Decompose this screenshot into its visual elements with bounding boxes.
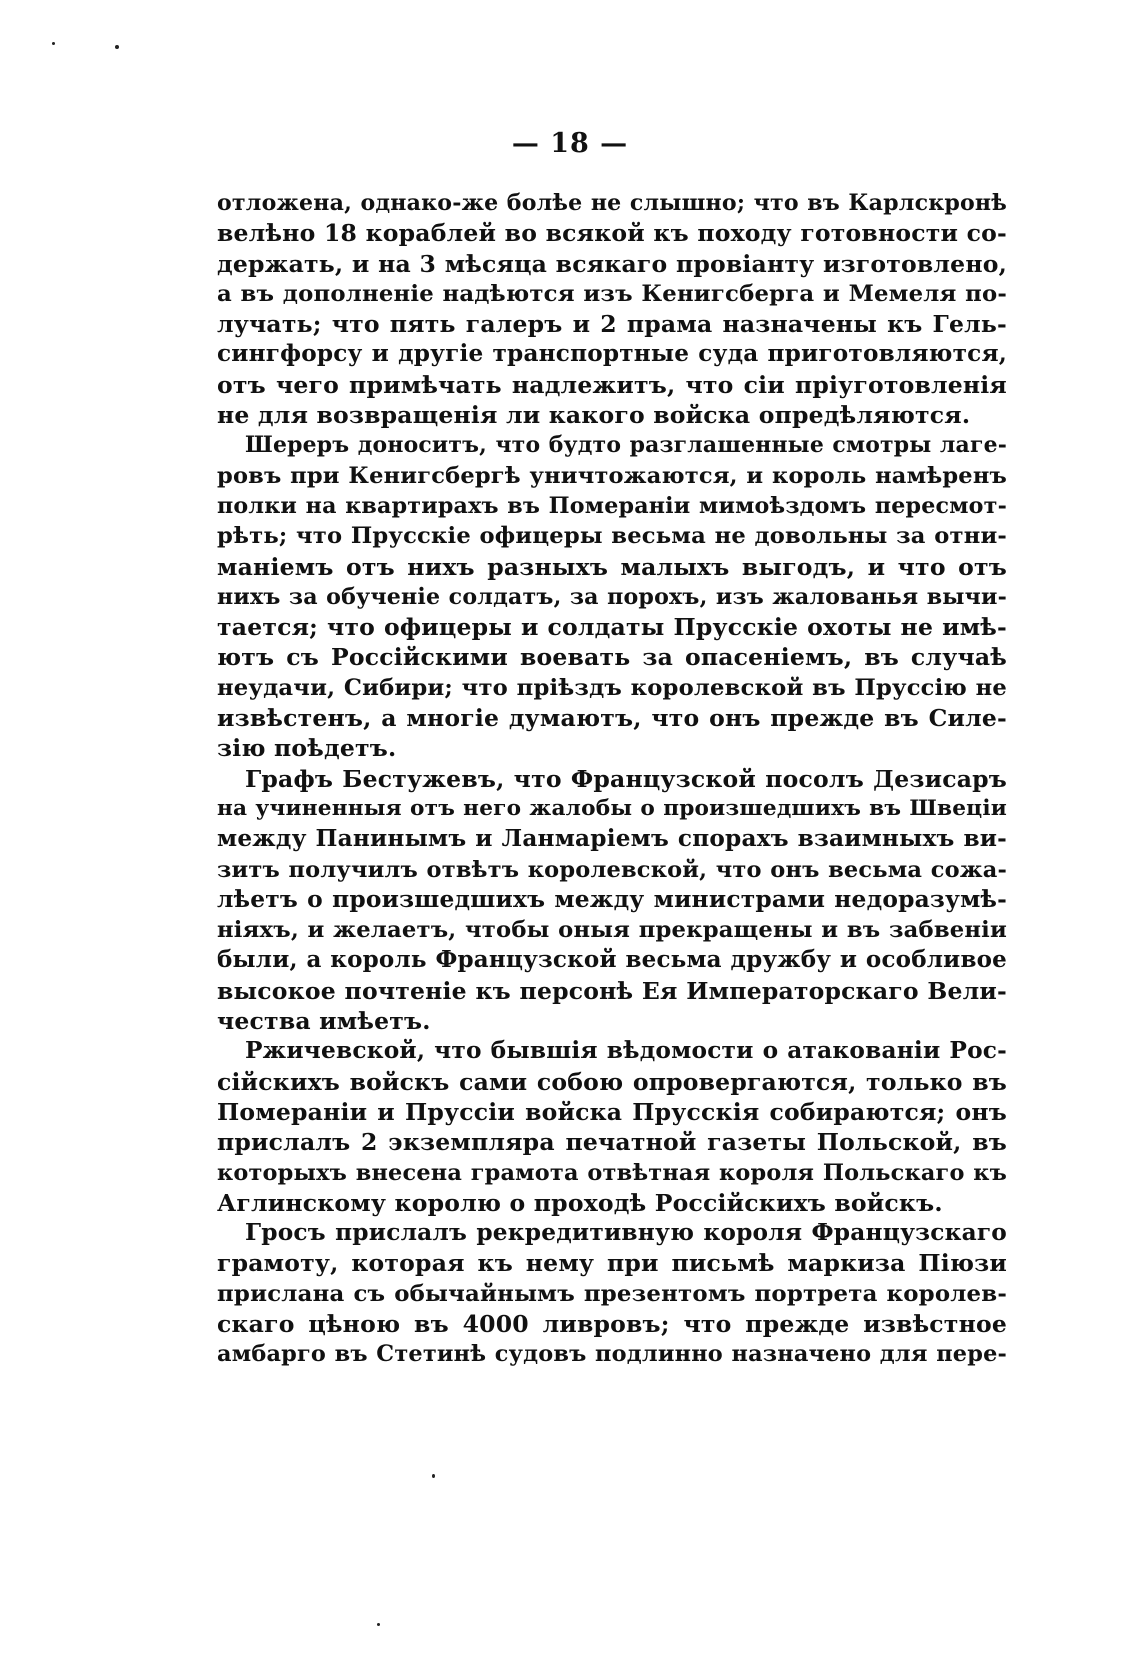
- page-number: — 18 —: [511, 128, 629, 159]
- text-line: тается; что офицеры и солдаты Прусскіе охоты не имѣ-: [217, 613, 1007, 642]
- text-line: которыхъ внесена грамота отвѣтная короля Польскаго къ: [217, 1159, 1007, 1186]
- text-line: извѣстенъ, а многіе думаютъ, что онъ прежде въ Силе-: [217, 704, 1007, 733]
- text-line: держать, и на 3 мѣсяца всякаго провіанту изготовлено,: [217, 249, 1007, 278]
- text-line: лучать; что пять галеръ и 2 прама назначены къ Гель-: [217, 310, 1007, 339]
- text-line: сійскихъ войскъ сами собою опровергаются, только въ: [217, 1067, 1007, 1096]
- text-line: Ржичевской, что бывшія вѣдомости о атакованіи Рос-: [245, 1037, 1007, 1065]
- body-text: [217, 188, 1007, 1370]
- text-line: грамоту, которая къ нему при письмѣ маркиза Піюзи: [217, 1249, 1007, 1278]
- text-line: скаго цѣною въ 4000 ливровъ; что прежде извѣстное: [217, 1309, 1007, 1338]
- text-line: отложена, однако-же болѣе не слышно; что въ Карлскронѣ: [217, 190, 1007, 216]
- text-line: ютъ съ Россійскими воевать за опасеніемъ, въ случаѣ: [217, 643, 1007, 672]
- text-line: Графъ Бестужевъ, что Французской посолъ Дезисаръ: [245, 764, 1007, 793]
- paragraph: [217, 188, 1007, 430]
- text-line: Шереръ доноситъ, что будто разглашенные смотры лаге-: [245, 432, 1007, 459]
- text-line: Аглинскому королю о проходѣ Россійскихъ войскъ.: [217, 1188, 943, 1217]
- text-line: сингфорсу и другіе транспортные суда приготовляются,: [217, 340, 1007, 368]
- text-line: высокое почтеніе къ персонѣ Ея Императорскаго Вели-: [217, 976, 1007, 1005]
- scan-speck: [377, 1623, 380, 1626]
- text-line: зитъ получилъ отвѣтъ королевской, что онъ весьма сожа-: [217, 856, 1007, 883]
- text-line: прислалъ 2 экземпляра печатной газеты Польской, въ: [217, 1128, 1007, 1157]
- text-line: зію поѣдетъ.: [217, 734, 397, 763]
- text-line: неудачи, Сибири; что пріѣздъ королевской въ Пруссію не: [217, 674, 1007, 701]
- text-line: на учиненныя отъ него жалобы о произшедшихъ въ Швеціи: [217, 795, 1007, 821]
- text-line: чества имѣетъ.: [217, 1007, 431, 1036]
- text-line: маніемъ отъ нихъ разныхъ малыхъ выгодъ, и что отъ: [217, 552, 1007, 581]
- text-line: Гросъ прислалъ рекредитивную короля Французскаго: [245, 1219, 1007, 1247]
- text-line: лѣетъ о произшедшихъ между министрами недоразумѣ-: [217, 885, 1007, 913]
- scan-speck: [52, 42, 55, 45]
- text-line: не для возвращенія ли какого войска опредѣляются.: [217, 401, 971, 430]
- scan-speck: [115, 45, 119, 49]
- paragraph: [217, 764, 1007, 1037]
- paragraph: [217, 1036, 1007, 1218]
- text-line: ровъ при Кенигсбергѣ уничтожаются, и король намѣренъ: [217, 462, 1007, 489]
- text-line: ніяхъ, и желаетъ, чтобы оныя прекращены и въ забвеніи: [217, 917, 1007, 944]
- text-line: нихъ за обученіе солдатъ, за порохъ, изъ жалованья вычи-: [217, 583, 1007, 610]
- text-line: полки на квартирахъ въ Помераніи мимоѣздомъ пересмот-: [217, 492, 1007, 519]
- text-line: отъ чего примѣчать надлежитъ, что сіи пріуготовленія: [217, 370, 1007, 399]
- text-line: рѣть; что Прусскіе офицеры весьма не довольны за отни-: [217, 523, 1007, 550]
- text-line: между Панинымъ и Ланмаріемъ спорахъ взаимныхъ ви-: [217, 825, 1007, 853]
- text-line: велѣно 18 кораблей во всякой къ походу готовности со-: [217, 219, 1007, 248]
- text-line: а въ дополненіе надѣются изъ Кенигсберга и Мемеля по-: [217, 280, 1007, 307]
- text-line: Помераніи и Пруссіи войска Прусскія собираются; онъ: [217, 1097, 1007, 1126]
- text-line: амбарго въ Стетинѣ судовъ подлинно назначено для пере-: [217, 1341, 1007, 1368]
- paragraph: [217, 1218, 1007, 1369]
- paragraph: [217, 430, 1007, 763]
- scan-speck: [432, 1474, 435, 1478]
- text-line: прислана съ обычайнымъ презентомъ портрета королев-: [217, 1280, 1007, 1307]
- text-line: были, а король Французской весьма дружбу и особливое: [217, 946, 1007, 974]
